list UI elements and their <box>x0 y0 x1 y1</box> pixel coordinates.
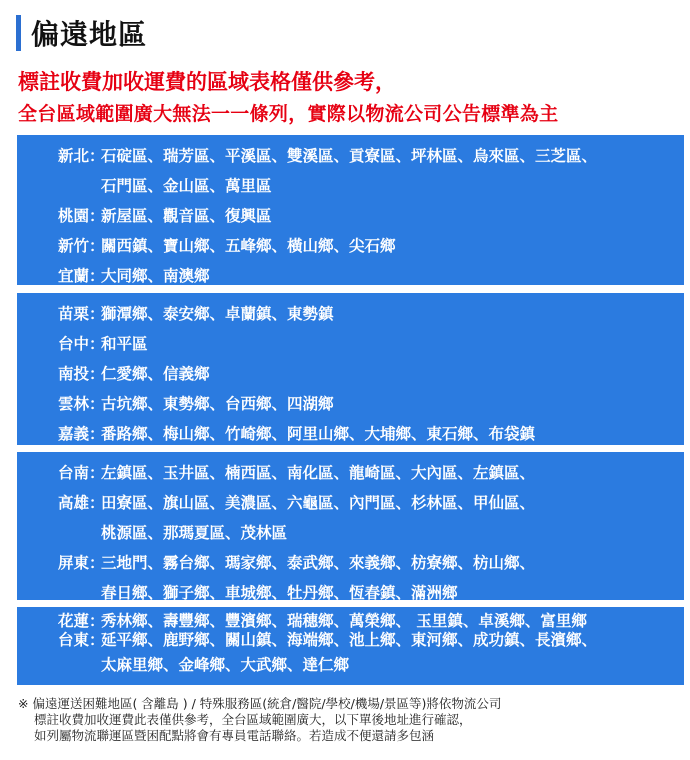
region-name: 南投 <box>57 365 89 383</box>
region-areas-continued: 太麻里鄉、金峰鄉、大武鄉、達仁鄉 <box>101 656 350 674</box>
notice-line-2: 全台區域範圍廣大無法一一條列，實際以物流公司公告標準為主 <box>18 103 559 125</box>
region-name: 高雄 <box>57 494 89 512</box>
region-areas-continued: 石門區、金山區、萬里區 <box>101 177 272 195</box>
region-colon: ： <box>89 237 105 255</box>
region-areas: 石碇區、瑞芳區、平溪區、雙溪區、貢寮區、坪林區、烏來區、三芝區、 <box>101 147 598 165</box>
region-row <box>17 201 684 231</box>
region-colon: ： <box>89 305 105 323</box>
region-group-central <box>17 293 684 445</box>
region-group-east <box>17 607 684 685</box>
region-name: 苗栗 <box>57 305 89 323</box>
region-name: 嘉義 <box>57 425 89 443</box>
region-row <box>17 389 684 419</box>
region-areas: 獅潭鄉、泰安鄉、卓蘭鎮、東勢鎮 <box>101 305 334 323</box>
footnote-line: 標註收費加收運費此表僅供參考，全台區域範圍廣大，以下單後地址進行確認， <box>34 712 472 727</box>
region-colon: ： <box>89 425 105 443</box>
region-name: 雲林 <box>57 395 89 413</box>
region-colon: ： <box>89 464 105 482</box>
region-areas: 新屋區、觀音區、復興區 <box>101 207 272 225</box>
region-areas-continued: 春日鄉、獅子鄉、車城鄉、牡丹鄉、恆春鎮、滿洲鄉 <box>101 584 458 602</box>
footnote-line: ※ 偏遠運送困難地區( 含離島 ) / 特殊服務區(統倉/醫院/學校/機場/景區等)將依物流公司 <box>18 696 502 711</box>
region-row <box>17 141 684 171</box>
footnote-line: 如列屬物流聯運區暨困配點將會有專員電話聯絡。若造成不便還請多包涵 <box>34 728 435 743</box>
region-areas: 仁愛鄉、信義鄉 <box>101 365 210 383</box>
region-areas: 關西鎮、寶山鄉、五峰鄉、橫山鄉、尖石鄉 <box>101 237 396 255</box>
page-header <box>16 14 147 52</box>
region-areas: 和平區 <box>101 335 148 353</box>
region-name: 宜蘭 <box>57 267 89 285</box>
region-name: 台中 <box>57 335 89 353</box>
region-row <box>17 359 684 389</box>
region-row <box>17 329 684 359</box>
region-colon: ： <box>89 267 105 285</box>
region-name: 花蓮 <box>57 612 89 630</box>
footnote <box>18 696 501 744</box>
region-colon: ： <box>89 207 105 225</box>
region-row <box>17 419 684 449</box>
region-colon: ： <box>89 612 105 630</box>
region-name: 新北 <box>57 147 89 165</box>
region-areas: 番路鄉、梅山鄉、竹崎鄉、阿里山鄉、大埔鄉、東石鄉、布袋鎮 <box>101 425 536 443</box>
region-colon: ： <box>89 147 105 165</box>
region-colon: ： <box>89 335 105 353</box>
page-title: 偏遠地區 <box>31 18 148 51</box>
region-colon: ： <box>89 365 105 383</box>
region-colon: ： <box>89 554 105 572</box>
region-colon: ： <box>89 494 105 512</box>
region-group-south <box>17 452 684 600</box>
region-areas: 延平鄉、鹿野鄉、關山鎮、海端鄉、池上鄉、東河鄉、成功鎮、長濱鄉、 <box>101 631 598 649</box>
region-areas: 大同鄉、南澳鄉 <box>101 267 210 285</box>
notice-line-1: 標註收費加收運費的區域表格僅供參考， <box>18 70 396 94</box>
title-accent-bar <box>16 15 21 51</box>
region-colon: ： <box>89 395 105 413</box>
region-name: 台東 <box>57 631 89 649</box>
region-row <box>17 612 684 631</box>
region-group-north <box>17 135 684 285</box>
region-row <box>17 231 684 261</box>
region-colon: ： <box>89 631 105 649</box>
region-row <box>17 299 684 329</box>
region-row <box>17 488 684 518</box>
region-name: 新竹 <box>57 237 89 255</box>
region-areas: 秀林鄉、壽豐鄉、豐濱鄉、瑞穗鄉、萬榮鄉、 玉里鎮、卓溪鄉、富里鄉 <box>101 612 587 630</box>
region-areas-continued: 桃源區、那瑪夏區、茂林區 <box>101 524 288 542</box>
region-name: 桃園 <box>57 207 89 225</box>
region-name: 台南 <box>57 464 89 482</box>
region-row <box>17 548 684 578</box>
region-areas: 田寮區、旗山區、美濃區、六龜區、內門區、杉林區、甲仙區、 <box>101 494 536 512</box>
region-row <box>17 261 684 291</box>
region-row <box>17 458 684 488</box>
region-row <box>17 631 684 650</box>
region-areas: 左鎮區、玉井區、楠西區、南化區、龍崎區、大內區、左鎮區、 <box>101 464 536 482</box>
region-areas: 三地門、霧台鄉、瑪家鄉、泰武鄉、來義鄉、枋寮鄉、枋山鄉、 <box>101 554 536 572</box>
region-name: 屏東 <box>57 554 89 572</box>
region-areas: 古坑鄉、東勢鄉、台西鄉、四湖鄉 <box>101 395 334 413</box>
